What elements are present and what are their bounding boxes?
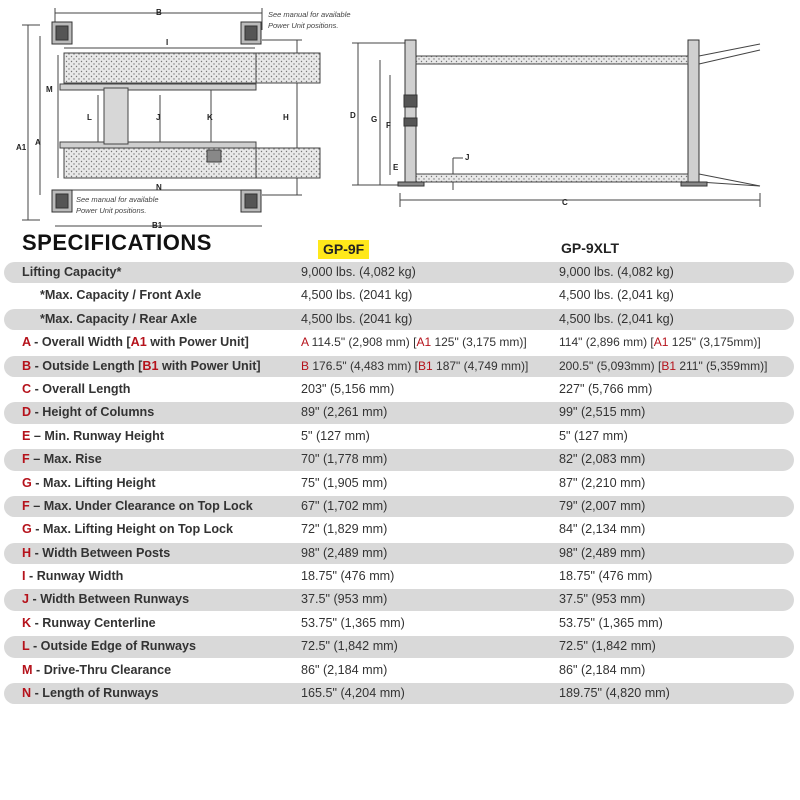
spec-label-text: *Max. Capacity / Rear Axle bbox=[40, 311, 198, 326]
value-bracket-letter: B1 bbox=[418, 358, 433, 373]
spec-label-text: – Max. Under Clearance on Top Lock bbox=[29, 498, 253, 513]
table-row bbox=[4, 308, 794, 331]
gp9f-value bbox=[301, 499, 387, 513]
spec-label bbox=[22, 476, 156, 490]
spec-label-text: - Overall Width [ bbox=[30, 335, 131, 350]
svg-text:N: N bbox=[156, 183, 162, 192]
spec-letter: B bbox=[22, 358, 32, 373]
value-text: 114.5" (2,908 mm) [ bbox=[308, 335, 417, 350]
value-text: 70" (1,778 mm) bbox=[301, 452, 388, 467]
spec-letter: D bbox=[22, 405, 32, 420]
spec-label bbox=[22, 639, 196, 653]
svg-text:B: B bbox=[156, 8, 162, 17]
spec-letter: G bbox=[22, 522, 32, 537]
spec-label bbox=[22, 452, 102, 466]
gp9f-value bbox=[301, 452, 387, 466]
gp9f-value bbox=[301, 335, 527, 349]
gp9f-value bbox=[301, 405, 387, 419]
value-text: 114" (2,896 mm) [ bbox=[559, 335, 654, 350]
value-text: 53.75" (1,365 mm) bbox=[559, 615, 663, 630]
value-text: 18.75" (476 mm) bbox=[301, 569, 395, 584]
spec-letter: N bbox=[22, 686, 32, 701]
gp9xlt-value bbox=[559, 522, 645, 536]
value-text: 86" (2,184 mm) bbox=[301, 662, 388, 677]
spec-label-text: - Height of Columns bbox=[31, 405, 155, 420]
gp9f-value bbox=[301, 569, 394, 583]
table-row bbox=[4, 378, 794, 401]
spec-letter: I bbox=[22, 569, 26, 584]
value-text: 5" (127 mm) bbox=[301, 428, 370, 443]
gp9xlt-value bbox=[559, 452, 645, 466]
spec-label-text: - Outside Edge of Runways bbox=[29, 639, 197, 654]
value-text: 4,500 lbs. (2041 kg) bbox=[301, 288, 413, 303]
spec-label bbox=[22, 382, 130, 396]
gp9f-value bbox=[301, 288, 412, 302]
gp9f-value bbox=[301, 639, 398, 653]
table-row bbox=[4, 261, 794, 284]
gp9xlt-value bbox=[559, 265, 674, 279]
value-text: 72.5" (1,842 mm) bbox=[301, 639, 398, 654]
value-text: 87" (2,210 mm) bbox=[559, 475, 646, 490]
gp9f-value bbox=[301, 429, 370, 443]
spec-label bbox=[22, 592, 189, 606]
gp9xlt-value bbox=[559, 639, 656, 653]
value-text: 189.75" (4,820 mm) bbox=[559, 686, 670, 701]
spec-letter: F bbox=[22, 498, 30, 513]
spec-label-text: - Width Between Posts bbox=[31, 545, 171, 560]
spec-label-text: – Max. Rise bbox=[29, 452, 102, 467]
spec-label-text: - Runway Centerline bbox=[31, 615, 156, 630]
value-tail: 125" (3,175 mm)] bbox=[431, 335, 527, 350]
gp9f-value bbox=[301, 616, 405, 630]
spec-table bbox=[4, 261, 794, 705]
svg-text:M: M bbox=[46, 85, 53, 94]
gp9f-value bbox=[301, 663, 387, 677]
value-text: 98" (2,489 mm) bbox=[559, 545, 646, 560]
svg-text:J: J bbox=[156, 113, 161, 122]
value-text: 72.5" (1,842 mm) bbox=[559, 639, 656, 654]
spec-label-text: - Width Between Runways bbox=[29, 592, 190, 607]
value-text: 72" (1,829 mm) bbox=[301, 522, 388, 537]
spec-label bbox=[22, 265, 121, 279]
gp9xlt-value bbox=[559, 663, 645, 677]
gp9f-value bbox=[301, 546, 387, 560]
svg-text:A1: A1 bbox=[16, 143, 27, 152]
spec-label bbox=[22, 335, 249, 349]
svg-text:J: J bbox=[465, 153, 470, 162]
gp9xlt-value bbox=[559, 569, 652, 583]
spec-label-text: - Outside Length [ bbox=[31, 358, 143, 373]
value-text: 53.75" (1,365 mm) bbox=[301, 615, 405, 630]
table-row bbox=[4, 518, 794, 541]
table-row bbox=[4, 495, 794, 518]
spec-label-text: – Min. Runway Height bbox=[30, 428, 165, 443]
value-text: 79" (2,007 mm) bbox=[559, 498, 646, 513]
value-text: 203" (5,156 mm) bbox=[301, 381, 395, 396]
value-tail: 125" (3,175mm)] bbox=[668, 335, 761, 350]
value-letter: B bbox=[301, 358, 310, 373]
value-text: 18.75" (476 mm) bbox=[559, 569, 653, 584]
value-text: 37.5" (953 mm) bbox=[559, 592, 646, 607]
svg-text:B1: B1 bbox=[152, 221, 163, 230]
table-row bbox=[4, 448, 794, 471]
value-text: 37.5" (953 mm) bbox=[301, 592, 388, 607]
value-text: 9,000 lbs. (4,082 kg) bbox=[559, 265, 674, 279]
value-text: 84" (2,134 mm) bbox=[559, 522, 646, 537]
gp9xlt-value bbox=[559, 359, 767, 373]
gp9xlt-value bbox=[559, 616, 663, 630]
gp9xlt-value bbox=[559, 499, 645, 513]
spec-label-text: Lifting Capacity* bbox=[22, 265, 122, 279]
gp9f-value bbox=[301, 359, 528, 373]
table-row bbox=[4, 565, 794, 588]
gp9f-value bbox=[301, 686, 405, 700]
gp9xlt-value bbox=[559, 405, 645, 419]
svg-text:C: C bbox=[562, 198, 568, 207]
gp9f-value bbox=[301, 265, 416, 279]
table-row bbox=[4, 331, 794, 354]
spec-letter: L bbox=[22, 639, 30, 654]
spec-bracket-letter: A1 bbox=[130, 335, 147, 350]
value-text: 200.5" (5,093mm) [ bbox=[559, 358, 662, 373]
svg-text:K: K bbox=[207, 113, 213, 122]
spec-label bbox=[22, 405, 154, 419]
value-text: 176.5" (4,483 mm) [ bbox=[309, 358, 418, 373]
svg-text:Power Unit positions.: Power Unit positions. bbox=[76, 206, 147, 215]
gp9xlt-value bbox=[559, 592, 645, 606]
spec-label-text: - Overall Length bbox=[31, 381, 131, 396]
spec-letter: K bbox=[22, 615, 32, 630]
gp9xlt-value bbox=[559, 546, 645, 560]
value-bracket-letter: A1 bbox=[653, 335, 669, 350]
spec-label-text: - Max. Lifting Height bbox=[31, 475, 156, 490]
spec-label-text: - Max. Lifting Height on Top Lock bbox=[31, 522, 234, 537]
value-text: 75" (1,905 mm) bbox=[301, 475, 388, 490]
gp9xlt-value bbox=[559, 429, 628, 443]
spec-letter: J bbox=[22, 592, 30, 607]
value-text: 98" (2,489 mm) bbox=[301, 545, 388, 560]
svg-text:I: I bbox=[166, 38, 169, 47]
gp9xlt-value bbox=[559, 382, 652, 396]
gp9xlt-value bbox=[559, 312, 674, 326]
gp9xlt-value bbox=[559, 335, 761, 349]
spec-label bbox=[22, 429, 164, 443]
spec-label bbox=[22, 663, 171, 677]
svg-text:Power Unit positions.: Power Unit positions. bbox=[268, 21, 339, 30]
svg-text:G: G bbox=[371, 115, 378, 124]
value-tail: 211" (5,359mm)] bbox=[676, 358, 768, 373]
svg-text:D: D bbox=[350, 111, 356, 120]
table-row bbox=[4, 425, 794, 448]
value-text: 227" (5,766 mm) bbox=[559, 381, 653, 396]
column-header-gp9xlt: GP-9XLT bbox=[561, 240, 620, 256]
page-title: SPECIFICATIONS bbox=[22, 230, 212, 255]
lift-diagram bbox=[0, 0, 800, 230]
gp9f-value bbox=[301, 522, 387, 536]
value-text: 5" (127 mm) bbox=[559, 428, 628, 443]
gp9f-value bbox=[301, 476, 387, 490]
table-row bbox=[4, 355, 794, 378]
table-row bbox=[4, 682, 794, 705]
table-row bbox=[4, 401, 794, 424]
table-row bbox=[4, 612, 794, 635]
value-letter: A bbox=[301, 335, 309, 350]
spec-letter: F bbox=[22, 452, 30, 467]
spec-label-tail: with Power Unit] bbox=[146, 335, 249, 350]
value-bracket-letter: A1 bbox=[416, 335, 432, 350]
value-text: 99" (2,515 mm) bbox=[559, 405, 646, 420]
column-header-gp9f: GP-9F bbox=[318, 240, 369, 259]
spec-letter: C bbox=[22, 381, 32, 396]
value-bracket-letter: B1 bbox=[661, 358, 676, 373]
spec-letter: E bbox=[22, 428, 31, 443]
spec-letter: M bbox=[22, 662, 33, 677]
svg-text:A: A bbox=[35, 138, 41, 147]
gp9xlt-value bbox=[559, 476, 645, 490]
value-text: 4,500 lbs. (2,041 kg) bbox=[559, 288, 674, 303]
value-text: 82" (2,083 mm) bbox=[559, 452, 646, 467]
spec-label bbox=[22, 569, 123, 583]
value-text: 4,500 lbs. (2041 kg) bbox=[301, 311, 413, 326]
spec-label-text: - Runway Width bbox=[25, 569, 124, 584]
table-row bbox=[4, 659, 794, 682]
spec-label bbox=[40, 288, 201, 302]
gp9f-value bbox=[301, 592, 387, 606]
svg-text:See manual for available: See manual for available bbox=[76, 195, 159, 204]
value-text: 89" (2,261 mm) bbox=[301, 405, 388, 420]
value-text: 4,500 lbs. (2,041 kg) bbox=[559, 311, 674, 326]
spec-label bbox=[22, 546, 170, 560]
table-row bbox=[4, 284, 794, 307]
gp9f-value bbox=[301, 382, 394, 396]
spec-label bbox=[22, 616, 156, 630]
spec-letter: H bbox=[22, 545, 32, 560]
spec-label-text: - Length of Runways bbox=[31, 686, 159, 701]
table-row bbox=[4, 542, 794, 565]
spec-letter: A bbox=[22, 335, 31, 350]
spec-label-tail: with Power Unit] bbox=[158, 358, 261, 373]
spec-letter: G bbox=[22, 475, 32, 490]
gp9xlt-value bbox=[559, 686, 670, 700]
spec-label-text: *Max. Capacity / Front Axle bbox=[40, 288, 202, 303]
spec-label bbox=[40, 312, 197, 326]
svg-text:H: H bbox=[283, 113, 289, 122]
spec-label bbox=[22, 359, 261, 373]
gp9xlt-value bbox=[559, 288, 674, 302]
svg-text:F: F bbox=[386, 121, 391, 130]
gp9f-value bbox=[301, 312, 412, 326]
spec-bracket-letter: B1 bbox=[142, 358, 159, 373]
spec-label bbox=[22, 686, 158, 700]
value-text: 9,000 lbs. (4,082 kg) bbox=[301, 265, 416, 279]
svg-text:E: E bbox=[393, 163, 399, 172]
svg-text:See manual for available: See manual for available bbox=[268, 10, 351, 19]
table-row bbox=[4, 588, 794, 611]
table-row bbox=[4, 635, 794, 658]
svg-text:L: L bbox=[87, 113, 92, 122]
value-text: 165.5" (4,204 mm) bbox=[301, 686, 405, 701]
spec-label bbox=[22, 522, 233, 536]
spec-label-text: - Drive-Thru Clearance bbox=[32, 662, 172, 677]
table-row bbox=[4, 472, 794, 495]
value-tail: 187" (4,749 mm)] bbox=[432, 358, 529, 373]
spec-label bbox=[22, 499, 253, 513]
value-text: 86" (2,184 mm) bbox=[559, 662, 646, 677]
value-text: 67" (1,702 mm) bbox=[301, 498, 388, 513]
